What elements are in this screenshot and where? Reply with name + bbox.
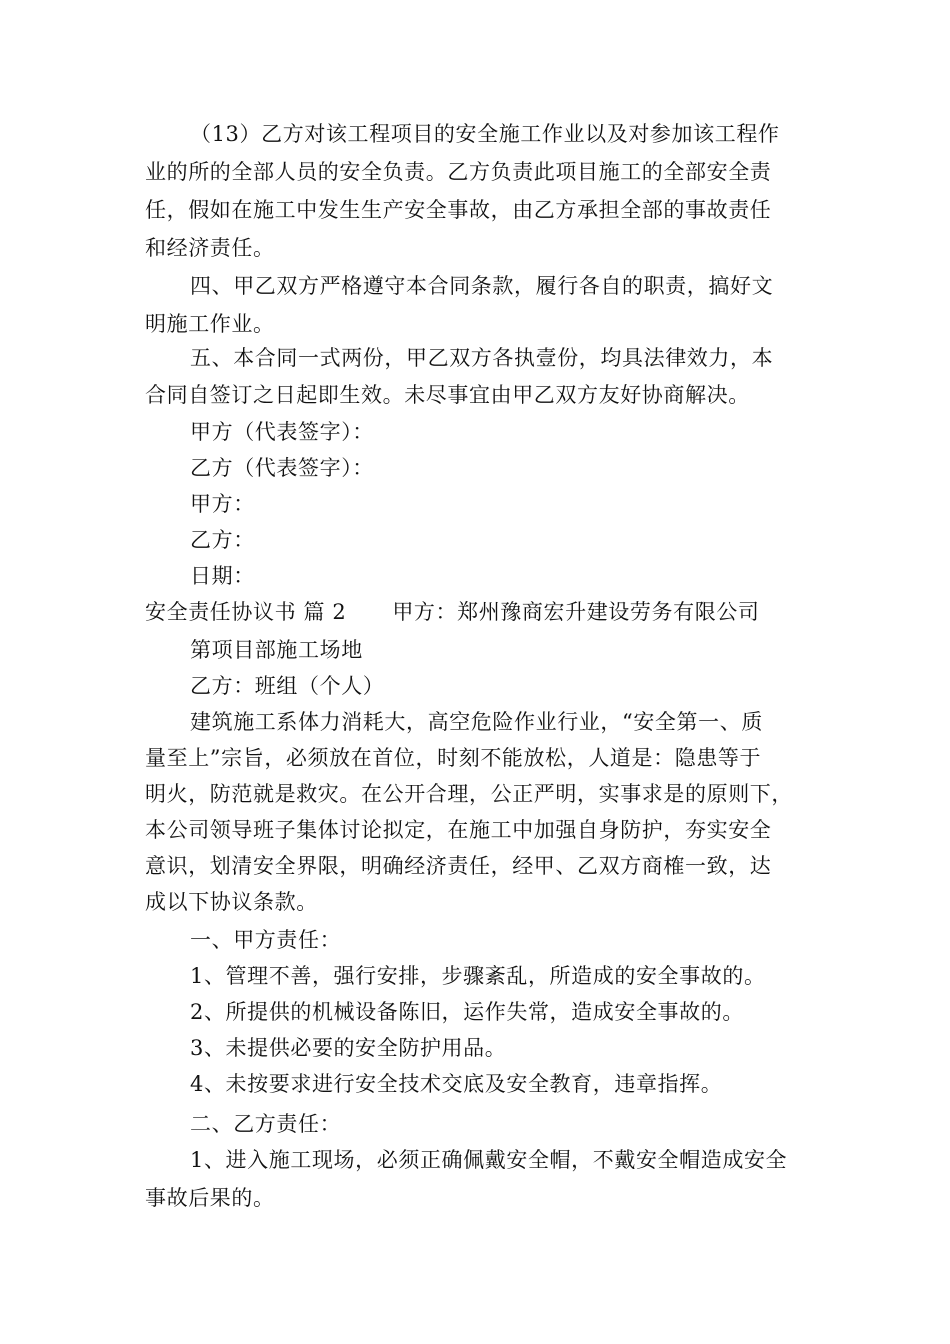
paragraph-line: 四、甲乙双方严格遵守本合同条款，履行各自的职责，搞好文 <box>190 274 774 298</box>
signature-party-b: 乙方： <box>190 528 255 552</box>
paragraph-line: 意识，划清安全界限，明确经济责任，经甲、乙双方商榷一致，达 <box>145 854 772 878</box>
paragraph-line: 任，假如在施工中发生生产安全事故，由乙方承担全部的事故责任 <box>145 198 772 222</box>
paragraph-line: 量至上”宗旨，必须放在首位，时刻不能放松，人道是：隐患等于 <box>145 746 762 770</box>
section-heading-row <box>145 598 760 626</box>
paragraph-line: 明施工作业。 <box>145 312 275 336</box>
section-heading: 一、甲方责任： <box>190 928 342 952</box>
paragraph-line: 五、本合同一式两份，甲乙双方各执壹份，均具法律效力，本 <box>190 346 774 370</box>
list-item: 4、未按要求进行安全技术交底及安全教育，违章指挥。 <box>190 1072 723 1096</box>
signature-party-b-rep: 乙方（代表签字）： <box>190 456 374 480</box>
party-b-name: 乙方：班组（个人） <box>190 674 385 698</box>
list-item: 1、进入施工现场，必须正确佩戴安全帽，不戴安全帽造成安全 <box>190 1148 788 1172</box>
signature-date: 日期： <box>190 564 255 588</box>
signature-party-a-rep: 甲方（代表签字）： <box>190 420 374 444</box>
paragraph-line: 建筑施工系体力消耗大，高空危险作业行业，“安全第一、质 <box>190 710 763 734</box>
paragraph-line: 业的所的全部人员的安全负责。乙方负责此项目施工的全部安全责 <box>145 160 772 184</box>
paragraph-line: 成以下协议条款。 <box>145 890 318 914</box>
section-heading: 二、乙方责任： <box>190 1112 342 1136</box>
list-item: 2、所提供的机械设备陈旧，运作失常，造成安全事故的。 <box>190 1000 744 1024</box>
paragraph-line: 合同自签订之日起即生效。未尽事宜由甲乙双方友好协商解决。 <box>145 383 750 407</box>
paragraph-line: （13）乙方对该工程项目的安全施工作业以及对参加该工程作 <box>190 122 780 146</box>
list-item: 3、未提供必要的安全防护用品。 <box>190 1036 507 1060</box>
list-item: 1、管理不善，强行安排，步骤紊乱，所造成的安全事故的。 <box>190 964 766 988</box>
paragraph-line: 和经济责任。 <box>145 236 275 260</box>
paragraph-line: 明火，防范就是救灾。在公开合理，公正严明，实事求是的原则下， <box>145 782 793 806</box>
paragraph-line: 第项目部施工场地 <box>190 638 363 662</box>
signature-party-a: 甲方： <box>190 492 255 516</box>
party-a-name: 甲方：郑州豫商宏升建设劳务有限公司 <box>392 600 760 624</box>
paragraph-line: 本公司领导班子集体讨论拟定，在施工中加强自身防护，夯实安全 <box>145 818 772 842</box>
paragraph-line: 事故后果的。 <box>145 1186 275 1210</box>
section-title: 安全责任协议书 篇 2 <box>145 600 347 624</box>
